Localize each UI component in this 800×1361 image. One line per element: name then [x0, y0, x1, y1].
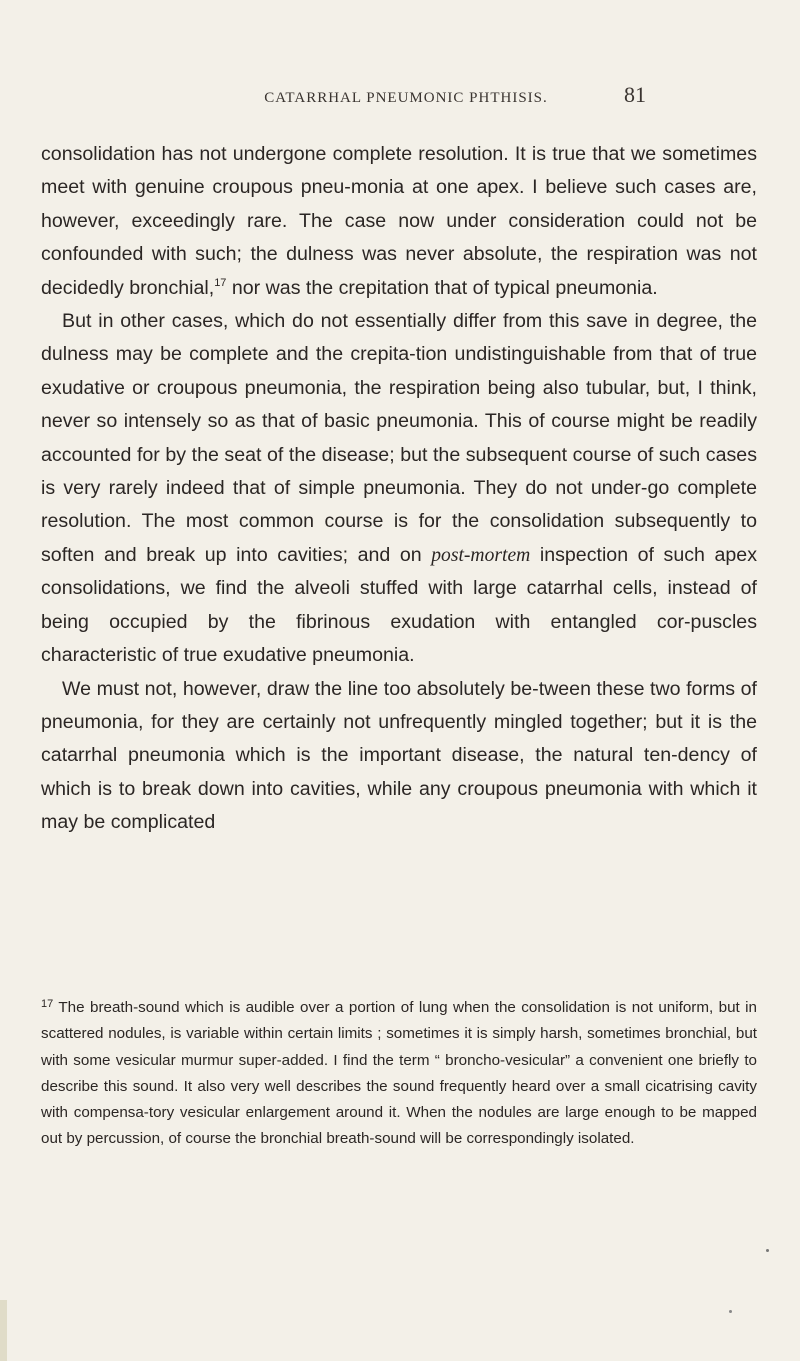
paragraph-2 — [41, 305, 757, 672]
page-edge-stain — [0, 1300, 7, 1361]
footnote-reference: 17 — [214, 276, 227, 289]
paragraph-2-text-a: But in other cases, which do not essentially differ from this save in degree, the dulness may be complete and the crepita-tion undistinguishable from that of true exudative or croupous pneumonia, the respiration being also tubular, but, I think, never so intensely so as that of basic pneumonia. This of course might be readily accounted for by the seat of the disease; but the subsequent course of such cases is very rarely indeed that of simple pneumonia. They do not under-go complete resolution. The most common course is for the consolidation subsequently to soften and break up into cavities; and on — [41, 310, 757, 566]
paper-speck — [766, 1249, 769, 1252]
paragraph-1-text-b: nor was the crepitation that of typical pneumonia. — [226, 276, 658, 299]
running-header — [0, 82, 800, 114]
paper-speck — [729, 1310, 732, 1313]
paragraph-2-text-b: inspection of such apex consolidations, we find the alveoli stuffed with large catarrhal cells, instead of being occupied by the fibrinous exudation with entangled cor-puscles characteristic of true exudative pneumonia. — [41, 543, 757, 667]
paragraph-1-text-a: consolidation has not undergone complete resolution. It is true that we sometimes meet with genuine croupous pneu-monia at one apex. I believe such cases are, however, exceedingly rare. The case now under consideration could not be confounded with such; the dulness was never absolute, the respiration was not decidedly bronchial, — [41, 143, 757, 299]
paragraph-3: We must not, however, draw the line too absolutely be-tween these two forms of pneumonia, for they are certainly not unfrequently mingled together; but it is the catarrhal pneumonia which is the important disease, the natural ten-dency of which is to break down into cavities, while any croupous pneumonia with which it may be complicated — [41, 677, 757, 834]
page-number: 81 — [624, 82, 646, 107]
main-text — [41, 138, 757, 840]
footnote-mark: 17 — [41, 998, 54, 1010]
running-title: CATARRHAL PNEUMONIC PHTHISIS. — [264, 90, 548, 106]
footnote-text: The breath-sound which is audible over a portion of lung when the consolidation is not uniform, but in scattered nodules, is variable within certain limits ; sometimes it is simply harsh, sometimes bronchial, but with some vesicular murmur super-added. I find the term “ broncho-vesicular” a convenient one briefly to describe this sound. It also very well describes the sound frequently heard over a small cicatrising cavity with compensa-tory vesicular enlargement around it. When the nodules are large enough to be mapped out by percussion, of course the bronchial breath-sound will be correspondingly isolated. — [41, 999, 757, 1148]
italic-term: post-mortem — [431, 544, 531, 566]
paragraph-1 — [41, 138, 757, 305]
footnote — [41, 995, 757, 1153]
